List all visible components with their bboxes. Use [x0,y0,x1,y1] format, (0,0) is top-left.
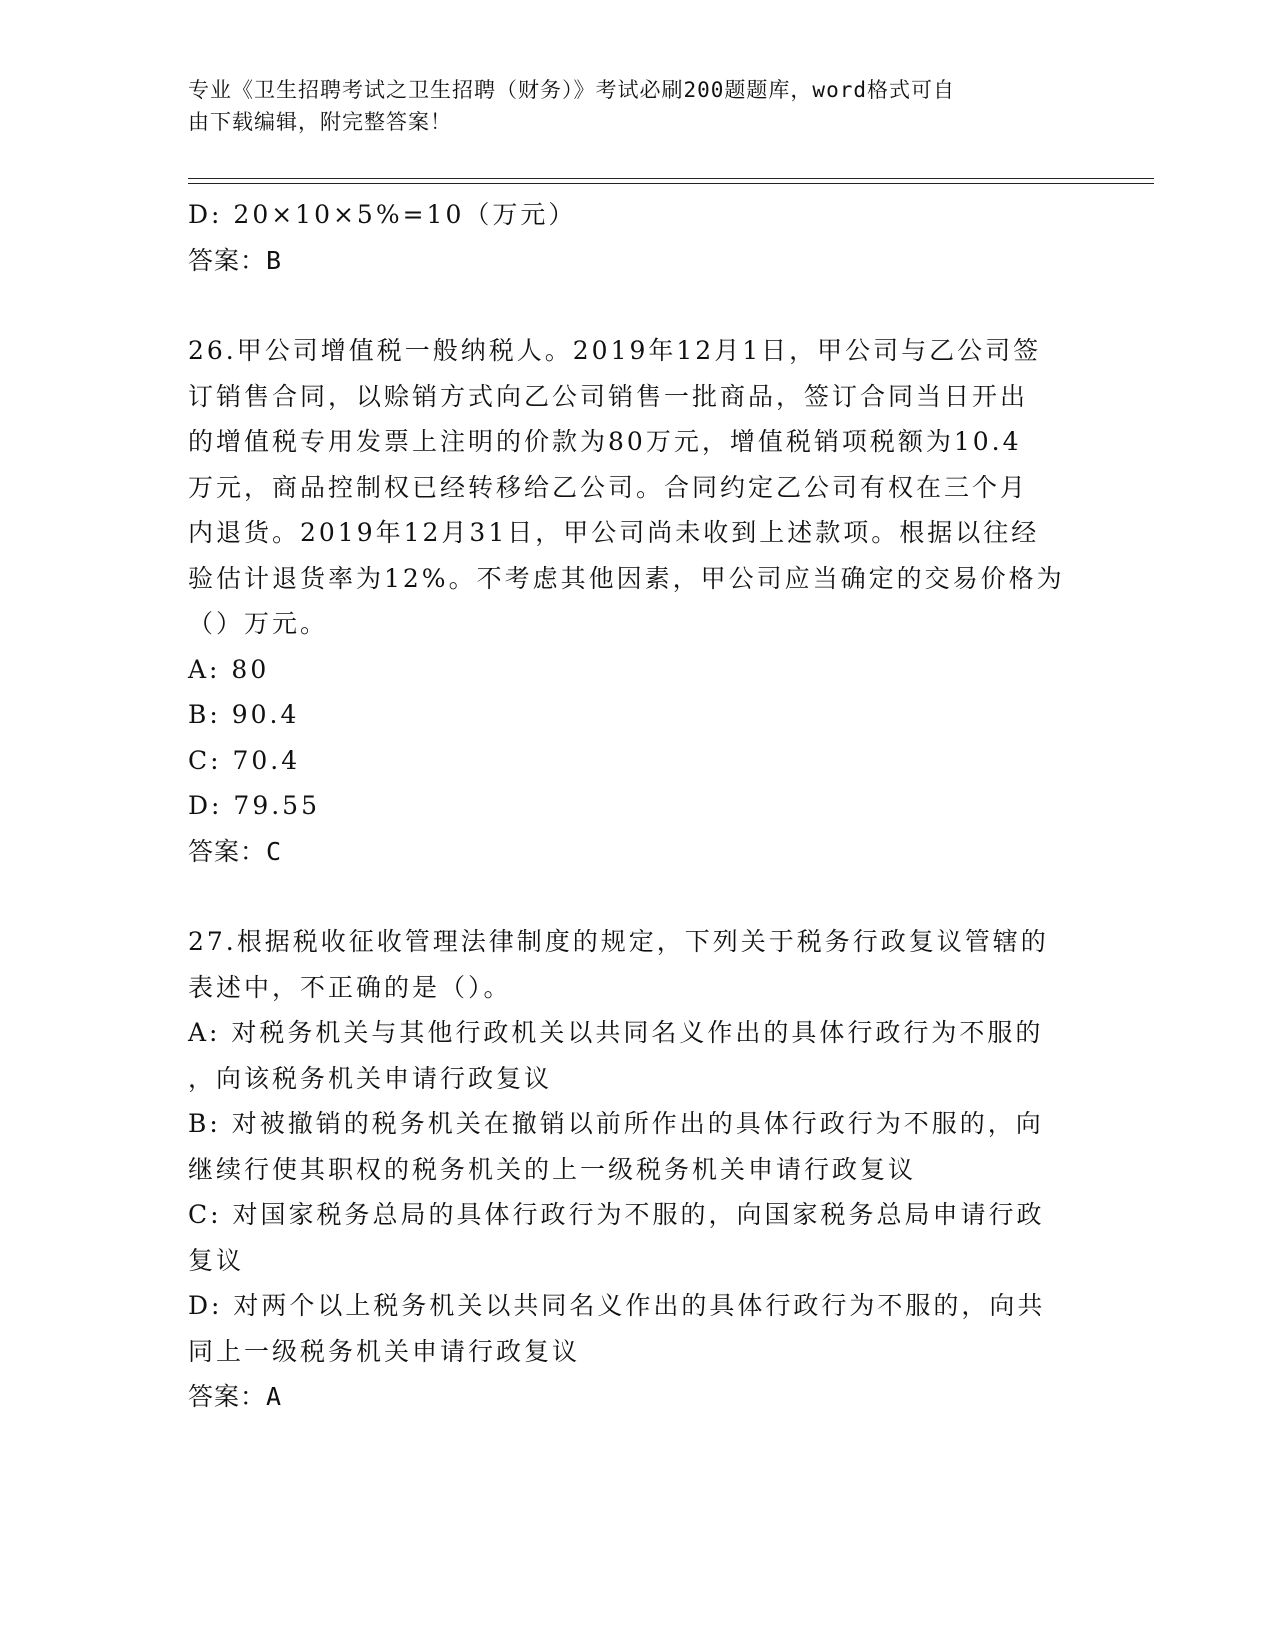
q26-stem-line: 订销售合同，以赊销方式向乙公司销售一批商品，签订合同当日开出 [188,381,1029,411]
prev-option-d: D: 20×10×5%=10（万元） [188,200,577,229]
document-header [188,74,1068,138]
header-line-1: 专业《卫生招聘考试之卫生招聘（财务）》考试必刷200题题库，word格式可自 [188,78,955,102]
q26-option-d: D: 79.55 [188,791,320,820]
question-27 [188,919,1088,1420]
q26-option-a: A: 80 [188,654,270,684]
spacer [188,874,1088,919]
q26-stem-line: 的增值税专用发票上注明的价款为80万元，增值税销项税额为10.4 [188,427,1022,456]
q26-stem-line: 验估计退货率为12%。不考虑其他因素，甲公司应当确定的交易价格为 [188,563,1065,593]
q27-option-c-line: 复议 [188,1245,245,1275]
q26-answer: 答案：C [188,836,283,866]
q27-option-d-line: D: 对两个以上税务机关以共同名义作出的具体行政行为不服的，向共 [188,1291,1046,1320]
q27-answer: 答案：A [188,1382,283,1411]
document-body [188,192,1088,1420]
spacer [188,283,1088,328]
q26-stem-line: 26.甲公司增值税一般纳税人。2019年12月1日，甲公司与乙公司签 [188,336,1042,365]
header-divider-bottom [188,183,1154,184]
header-line-2: 由下载编辑，附完整答案！ [188,110,452,134]
q27-option-b-line: 继续行使其职权的税务机关的上一级税务机关申请行政复议 [188,1154,917,1184]
q27-option-d-line: 同上一级税务机关申请行政复议 [188,1336,581,1366]
q27-stem-line: 表述中，不正确的是（）。 [188,972,512,1002]
header-divider-top [188,178,1154,179]
q26-option-c: C: 70.4 [188,745,301,775]
q27-option-b-line: B: 对被撤销的税务机关在撤销以前所作出的具体行政行为不服的，向 [188,1109,1044,1138]
q26-stem-line: （）万元。 [188,609,329,638]
q26-stem-line: 万元，商品控制权已经转移给乙公司。合同约定乙公司有权在三个月 [188,472,1029,502]
q27-stem-line: 27.根据税收征收管理法律制度的规定，下列关于税务行政复议管辖的 [188,927,1049,956]
q27-option-a-line: ，向该税务机关申请行政复议 [188,1063,553,1093]
q26-stem-line: 内退货。2019年12月31日，甲公司尚未收到上述款项。根据以往经 [188,518,1040,547]
q26-option-b: B: 90.4 [188,700,300,729]
prev-answer: 答案：B [188,245,283,275]
q27-option-a-line: A: 对税务机关与其他行政机关以共同名义作出的具体行政行为不服的 [188,1018,1044,1047]
q27-option-c-line: C: 对国家税务总局的具体行政行为不服的，向国家税务总局申请行政 [188,1200,1045,1229]
question-26 [188,328,1088,874]
